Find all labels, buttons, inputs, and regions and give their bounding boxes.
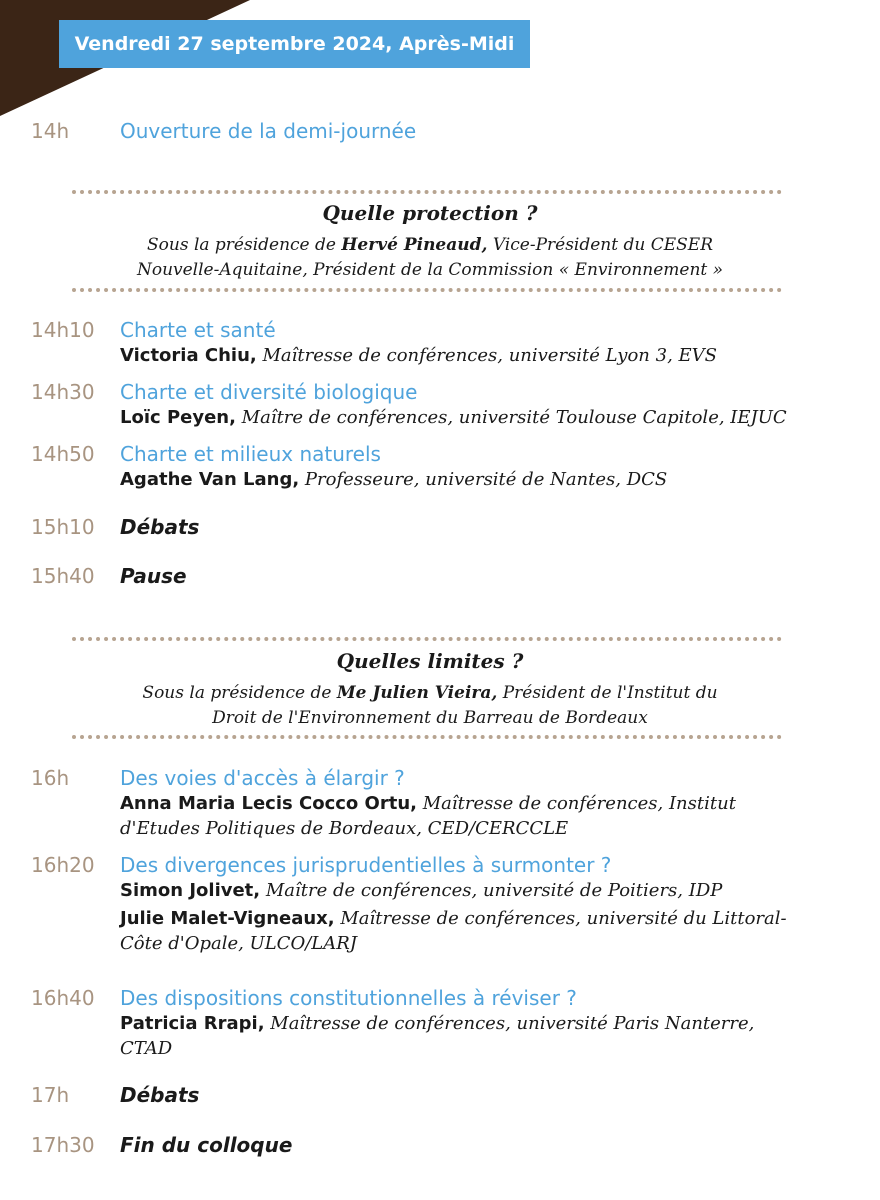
- item-title: Des divergences jurisprudentielles à surmonter ?: [120, 853, 612, 877]
- speaker-line: Patricia Rrapi, Maîtresse de conférences, université Paris Nanterre,: [120, 1013, 755, 1034]
- time-label: 17h30: [31, 1133, 95, 1157]
- session-title: Quelles limites ?: [336, 649, 524, 673]
- item-title: Fin du colloque: [120, 1133, 293, 1157]
- speaker-line: Julie Malet-Vigneaux, Maîtresse de conférences, université du Littoral-: [120, 908, 787, 929]
- item-title: Débats: [120, 1083, 200, 1107]
- speaker-line: Agathe Van Lang, Professeure, université de Nantes, DCS: [120, 469, 668, 490]
- time-label: 16h: [31, 766, 70, 790]
- time-label: 17h: [31, 1083, 70, 1107]
- item-title: Charte et santé: [120, 318, 276, 342]
- time-label: 14h: [31, 119, 70, 143]
- item-title: Des dispositions constitutionnelles à réviser ?: [120, 986, 577, 1010]
- item-title: Charte et diversité biologique: [120, 380, 418, 404]
- time-label: 15h40: [31, 564, 95, 588]
- dotted-divider: [72, 288, 782, 292]
- speaker-line: Anna Maria Lecis Cocco Ortu, Maîtresse de conférences, Institut: [120, 793, 736, 814]
- speaker-line-cont: d'Etudes Politiques de Bordeaux, CED/CERCCLE: [120, 818, 569, 839]
- time-label: 16h20: [31, 853, 95, 877]
- speaker-line-cont: CTAD: [120, 1038, 173, 1059]
- dotted-divider: [72, 190, 782, 194]
- time-label: 16h40: [31, 986, 95, 1010]
- time-label: 15h10: [31, 515, 95, 539]
- item-title: Des voies d'accès à élargir ?: [120, 766, 405, 790]
- session-presidence-line2: Nouvelle-Aquitaine, Président de la Commission « Environnement »: [136, 260, 724, 280]
- speaker-line: Simon Jolivet, Maître de conférences, université de Poitiers, IDP: [120, 880, 723, 901]
- speaker-line: Victoria Chiu, Maîtresse de conférences, université Lyon 3, EVS: [120, 345, 717, 366]
- speaker-line: Loïc Peyen, Maître de conférences, université Toulouse Capitole, IEJUC: [120, 407, 787, 428]
- item-title: Charte et milieux naturels: [120, 442, 381, 466]
- session-presidence: Sous la présidence de Hervé Pineaud, Vice-Président du CESER: [146, 235, 713, 255]
- speaker-line-cont: Côte d'Opale, ULCO/LARJ: [120, 933, 357, 954]
- time-label: 14h30: [31, 380, 95, 404]
- item-title: Ouverture de la demi-journée: [120, 119, 417, 143]
- item-title: Pause: [120, 564, 187, 588]
- session-presidence-line2: Droit de l'Environnement du Barreau de Bordeaux: [212, 708, 648, 728]
- dotted-divider: [72, 735, 782, 739]
- time-label: 14h10: [31, 318, 95, 342]
- session-title: Quelle protection ?: [322, 201, 538, 225]
- session-presidence: Sous la présidence de Me Julien Vieira, Président de l'Institut du: [142, 683, 718, 703]
- item-title: Débats: [120, 515, 200, 539]
- dotted-divider: [72, 637, 782, 641]
- time-label: 14h50: [31, 442, 95, 466]
- date-banner: Vendredi 27 septembre 2024, Après-Midi: [59, 20, 530, 68]
